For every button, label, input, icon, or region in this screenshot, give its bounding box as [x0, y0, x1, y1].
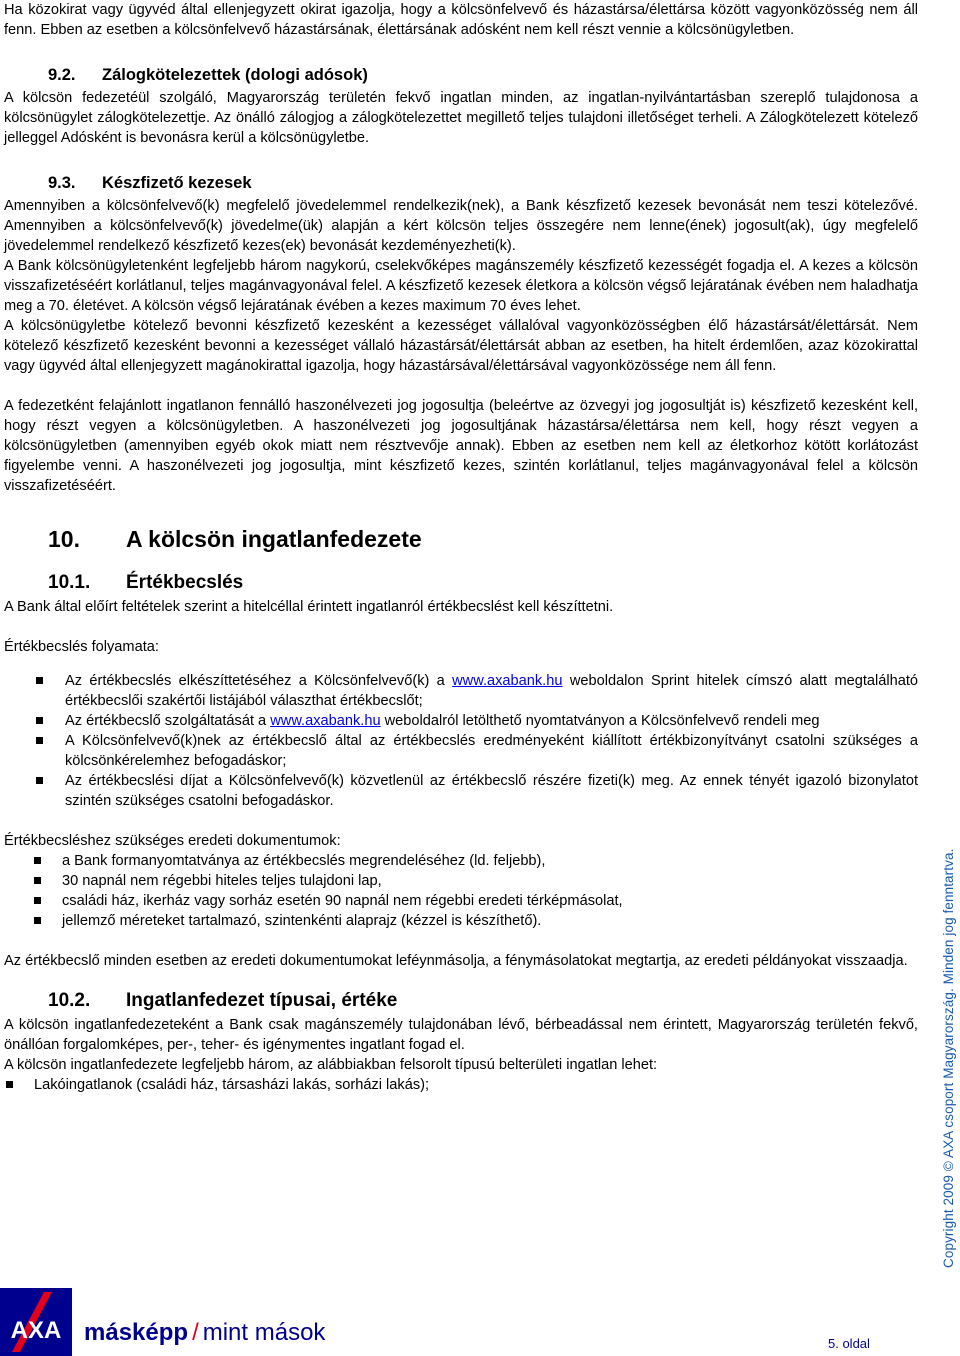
- page-number: 5. oldal: [828, 1336, 870, 1351]
- section-10-1-closing: Az értékbecslő minden esetben az eredeti dokumentumokat leféynmásolja, a fénymásolatokat megtartja, az eredeti példányokat visszaadja.: [4, 953, 908, 969]
- section-title: Készfizető kezesek: [102, 174, 252, 192]
- list-item: Az értékbecslő szolgáltatását a www.axabank.hu weboldalról letölthető nyomtatványon a Kölcsönfelvevő rendeli meg: [4, 711, 918, 731]
- list-item: a Bank formanyomtatványa az értékbecslés megrendeléséhez (ld. feljebb),: [4, 851, 918, 871]
- list-item: 30 napnál nem régebbi hiteles teljes tulajdoni lap,: [4, 871, 918, 891]
- spacer: [4, 617, 918, 637]
- section-title: Értékbecslés: [126, 572, 244, 593]
- chapter-number: 10.: [48, 526, 80, 552]
- section-10-1-paragraph: A Bank által előírt feltételek szerint a hitelcéllal érintett ingatlanról értékbecslést kell készíttetni.: [4, 599, 614, 615]
- slogan-main: másképp: [84, 1319, 189, 1346]
- spacer: [4, 657, 918, 671]
- section-title: Ingatlanfedezet típusai, értéke: [126, 990, 398, 1011]
- section-number: 10.2.: [48, 990, 91, 1011]
- docs-label: Értékbecsléshez szükséges eredeti dokumentumok:: [4, 833, 341, 849]
- list-item: Az értékbecslési díjat a Kölcsönfelvevő(k) közvetlenül az értékbecslő részére fizeti(k) meg. Az ennek tényét igazoló bizonylatot szintén szükséges csatolni befogadáskor.: [4, 771, 918, 811]
- spacer: [4, 931, 918, 951]
- copyright-text: Copyright 2009 © AXA csoport Magyarország. Minden jog fenntartva.: [941, 848, 956, 1268]
- axabank-link[interactable]: www.axabank.hu: [452, 673, 563, 689]
- slogan-slash: /: [192, 1319, 199, 1346]
- section-10-2-heading: [4, 989, 918, 1013]
- list-item: A Kölcsönfelvevő(k)nek az értékbecslő által az értékbecslés eredményeként kiállított értékbizonyítványt csatolni szükséges a kölcsönkérelemhez befogadáskor;: [4, 731, 918, 771]
- process-label: Értékbecslés folyamata:: [4, 639, 159, 655]
- axa-logo-icon: [0, 1288, 72, 1356]
- property-type-list: [4, 1075, 918, 1095]
- section-10-1-heading: [4, 571, 918, 595]
- chapter-title: A kölcsön ingatlanfedezete: [126, 526, 422, 552]
- section-9-3-paragraph-1: Amennyiben a kölcsönfelvevő(k) megfelelő jövedelemmel rendelkezik(nek), a Bank készfizető kezesek bevonását nem teszi kötelezővé. Amennyiben a kölcsönfelvevő(k) jövedelme(ük) alapján a kért kölcsön teljes összegére nem lenne(ének) jogosult(ak), úgy megfelelő jövedelemmel rendelkező készfizető kezes(ek) bevonását kezdeményezheti(k).: [4, 198, 918, 254]
- section-number: 9.2.: [48, 66, 76, 84]
- axabank-link[interactable]: www.axabank.hu: [270, 713, 381, 729]
- footer-slogan: [84, 1318, 325, 1348]
- list-item: Lakóingatlanok (családi ház, társasházi lakás, sorházi lakás);: [4, 1075, 918, 1095]
- logo-text: AXA: [10, 1317, 62, 1344]
- docs-list: [4, 851, 918, 931]
- spacer: [4, 811, 918, 831]
- list-item: jellemző méreteket tartalmazó, szintenkénti alaprajz (kézzel is készíthető).: [4, 911, 918, 931]
- process-list: [4, 671, 918, 811]
- section-9-3-paragraph-4: A fedezetként felajánlott ingatlanon fennálló haszonélvezeti jog jogosultja (beleértve az özvegyi jog jogosultját is) készfizető kezesként kell, hogy részt vegyen a kölcsönügyletben. A haszonélvezeti jog jogosultjának házastársa/élettársa nem kell, hogy részt vegyen a kölcsönügyletben (amennyiben egyéb okok miatt nem résztvevője annak). Ebben az esetben nem kell az életkorhoz kötött korlátozást figyelembe venni. A haszonélvezeti jog jogosultja, mint készfizető kezes, szintén korlátlanul, teljes magánvagyonával felel a kölcsön visszafizetéséért.: [4, 398, 918, 494]
- section-10-2-paragraph-2: A kölcsön ingatlanfedezete legfeljebb három, az alábbiakban felsorolt típusú belterületi ingatlan lehet:: [4, 1057, 658, 1073]
- section-title: Zálogkötelezettek (dologi adósok): [102, 66, 368, 84]
- list-item: családi ház, ikerház vagy sorház esetén 90 napnál nem régebbi eredeti térképmásolat,: [4, 891, 918, 911]
- list-item: Az értékbecslés elkészíttetéséhez a Kölcsönfelvevő(k) a www.axabank.hu weboldalon Sprint hitelek címszó alatt megtalálható értékbecslői szakértői listájából választhat értékbecslőt;: [4, 671, 918, 711]
- section-9-3-heading: [4, 172, 918, 194]
- section-number: 9.3.: [48, 174, 76, 192]
- section-9-3-paragraph-3: A kölcsönügyletbe kötelező bevonni készfizető kezesként a kezességet vállalóval vagyonközösségben élő házastársát/élettársát. Nem kötelező készfizető kezesként bevonni a kezességet vállaló házastársát/élettársát abban az esetben, ha hitelt érdemlően, azaz közokirattal vagy ügyvéd által ellenjegyzett magánokirattal igazolja, hogy házastársával/élettársával vagyonközössége nem áll fenn.: [4, 318, 918, 374]
- section-9-3-paragraph-2: A Bank kölcsönügyletenként legfeljebb három nagykorú, cselekvőképes magánszemély készfizető kezességét fogadja el. A kezes a kölcsön visszafizetéséért korlátlanul, teljes magánvagyonával felel. A készfizető kezesek életkora a kölcsön végső lejáratának évében nem haladhatja meg a 70. életévet. A kölcsön végső lejáratának évében a kezes maximum 70 éves lehet.: [4, 258, 918, 314]
- section-10-2-paragraph-1: A kölcsön ingatlanfedezeteként a Bank csak magánszemély tulajdonában lévő, bérbeadással nem érintett, Magyarország területén fekvő, önállóan forgalomképes, per-, teher- és igénymentes ingatlant fogad el.: [4, 1017, 918, 1053]
- spacer: [4, 376, 918, 396]
- section-9-2-heading: [4, 64, 918, 86]
- section-number: 10.1.: [48, 572, 91, 593]
- page-content: [4, 0, 918, 1095]
- chapter-10-heading: [4, 525, 918, 553]
- intro-paragraph: Ha közokirat vagy ügyvéd által ellenjegyzett okirat igazolja, hogy a kölcsönfelvevő és házastársa/élettársa között vagyonközösség nem áll fenn. Ebben az esetben a kölcsönfelvevő házastársának, élettársának adósként nem kell részt vennie a kölcsönügyletben.: [4, 2, 918, 38]
- section-9-2-paragraph: A kölcsön fedezetéül szolgáló, Magyarország területén fekvő ingatlan minden, az ingatlan-nyilvántartásban szereplő tulajdonosa a kölcsönügylet zálogkötelezettje. Az önálló zálogjog a zálogkötelezettet megillető teljes tulajdoni illetőséget terheli. A Zálogkötelezett kötelező jelleggel Adósként is bevonásra kerül a kölcsönügyletbe.: [4, 90, 918, 146]
- slogan-tail: mint mások: [202, 1319, 326, 1346]
